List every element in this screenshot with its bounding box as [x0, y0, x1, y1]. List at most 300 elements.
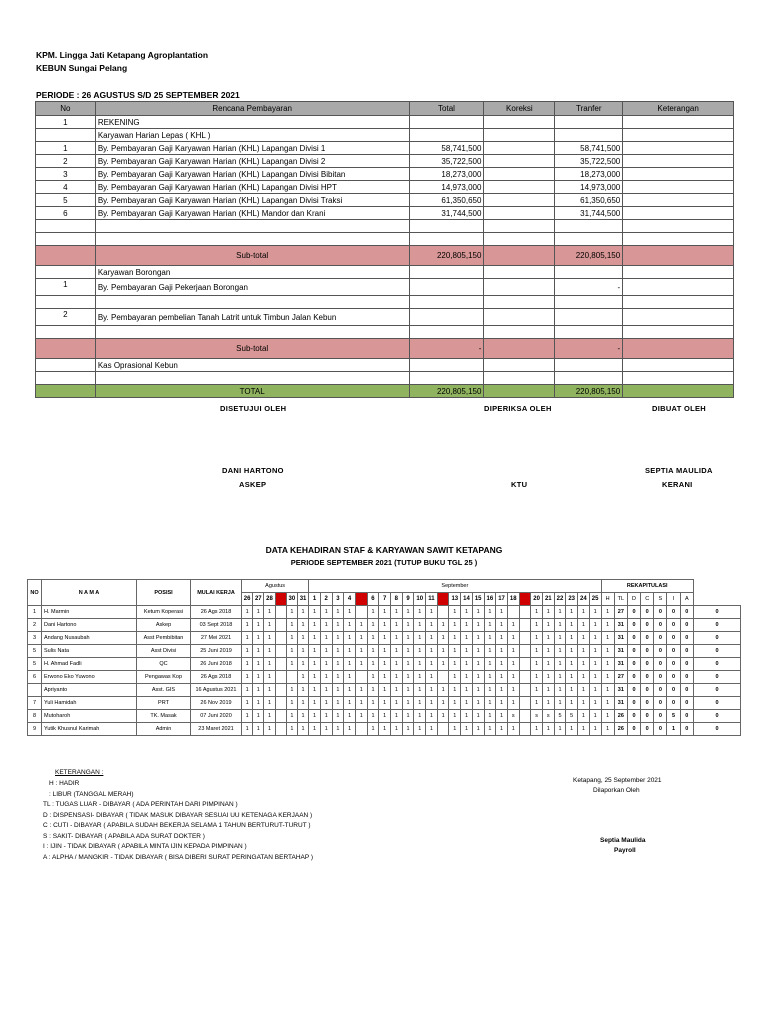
att-day-cell: 1 [264, 723, 275, 736]
att-day-cell: 1 [242, 697, 253, 710]
att-day-cell: 1 [496, 671, 508, 684]
att-col-september: September [309, 580, 601, 593]
att-rekap-cell: 0 [627, 723, 640, 736]
day-sep: 4 [344, 593, 356, 606]
att-day-cell: 1 [484, 723, 496, 736]
payment-row [36, 116, 734, 129]
att-day-cell: 1 [566, 697, 578, 710]
att-day-cell: 1 [344, 606, 356, 619]
att-nama: Apriyanto [42, 684, 137, 697]
att-day-cell: 1 [449, 671, 461, 684]
att-day-cell: 1 [297, 671, 308, 684]
legend-item: D : DISPENSASI- DIBAYAR ( TIDAK MASUK DIBAYAR SESUAI UU KETENAGA KERJAAN ) [43, 811, 313, 819]
att-day-cell: 1 [426, 671, 438, 684]
att-mulai: 27 Mei 2021 [191, 632, 242, 645]
att-no: 6 [28, 671, 42, 684]
row-no [36, 359, 96, 372]
att-day-cell: 1 [531, 671, 543, 684]
att-day-cell: 1 [286, 645, 297, 658]
att-day-cell: 1 [253, 697, 264, 710]
att-day-cell: 1 [286, 619, 297, 632]
att-rekap-cell: 0 [654, 671, 667, 684]
att-day-cell: 1 [496, 723, 508, 736]
att-day-cell: 1 [566, 658, 578, 671]
place-date: Ketapang, 25 September 2021 [573, 777, 662, 784]
kas-row [36, 359, 734, 372]
att-day-cell: 1 [264, 606, 275, 619]
empty-cell [36, 372, 96, 385]
att-day-cell: 1 [332, 710, 344, 723]
att-day-cell [519, 723, 531, 736]
att-day-cell: 1 [414, 606, 426, 619]
att-day-cell: 1 [601, 619, 614, 632]
day-sep: 10 [414, 593, 426, 606]
att-day-cell: 1 [344, 684, 356, 697]
row-total: 18,273,000 [409, 168, 484, 181]
empty-cell [484, 296, 555, 309]
att-day-cell: 1 [379, 658, 391, 671]
att-day-cell: 1 [578, 684, 590, 697]
att-day-cell: 1 [309, 658, 321, 671]
att-day-cell: 1 [449, 606, 461, 619]
att-col-posisi: POSISI [137, 580, 191, 606]
row-no: 2 [36, 155, 96, 168]
att-rekap-cell: 0 [627, 710, 640, 723]
att-day-cell: 1 [379, 671, 391, 684]
empty-cell [95, 326, 409, 339]
att-rekap-cell: 0 [680, 658, 693, 671]
att-rekap-cell: 0 [680, 645, 693, 658]
sub-no [36, 339, 96, 359]
sub-total: 220,805,150 [409, 246, 484, 266]
att-day-cell: 1 [578, 697, 590, 710]
row-no: 1 [36, 142, 96, 155]
row-keterangan [623, 116, 734, 129]
sub-keterangan [623, 385, 734, 398]
sub-total: - [409, 339, 484, 359]
day-sep: 7 [379, 593, 391, 606]
att-day-cell: 1 [589, 697, 601, 710]
col-total: Total [409, 102, 484, 116]
att-day-cell: s [531, 710, 543, 723]
att-day-cell: 1 [496, 632, 508, 645]
row-no: 1 [36, 116, 96, 129]
sub-total: 220,805,150 [409, 385, 484, 398]
att-no: 3 [28, 632, 42, 645]
att-day-cell: 1 [507, 684, 519, 697]
att-day-cell: 1 [309, 710, 321, 723]
att-day-cell: 1 [367, 710, 379, 723]
att-day-cell: 1 [589, 632, 601, 645]
att-day-cell: 1 [297, 606, 308, 619]
att-day-cell: 1 [242, 606, 253, 619]
att-day-cell: 1 [554, 684, 566, 697]
att-day-cell: 1 [461, 645, 473, 658]
att-day-cell: 1 [461, 632, 473, 645]
att-day-cell: 1 [472, 632, 484, 645]
att-day-cell: 1 [297, 658, 308, 671]
att-day-cell: 1 [472, 697, 484, 710]
rekap-col: D [627, 593, 640, 606]
att-rekap-cell: 0 [654, 645, 667, 658]
att-day-cell: 1 [391, 632, 403, 645]
day-sep: 3 [332, 593, 344, 606]
att-day-cell: 1 [379, 632, 391, 645]
att-day-cell: 1 [601, 645, 614, 658]
empty-cell [555, 233, 623, 246]
attendance-row [28, 697, 741, 710]
att-day-cell: 1 [554, 632, 566, 645]
row-desc: By. Pembayaran Gaji Karyawan Harian (KHL) Mandor dan Krani [95, 207, 409, 220]
empty-cell [623, 233, 734, 246]
checked-label: DIPERIKSA OLEH [484, 404, 552, 413]
row-tranfer [555, 116, 623, 129]
att-rekap-cell: 31 [614, 632, 627, 645]
att-day-cell: 1 [297, 619, 308, 632]
att-day-cell [275, 684, 286, 697]
att-day-cell: 1 [507, 671, 519, 684]
att-rekap-cell: 0 [693, 710, 740, 723]
att-rekap-cell: 27 [614, 671, 627, 684]
att-day-cell: 1 [402, 684, 414, 697]
row-keterangan [623, 207, 734, 220]
legend-item: A : ALPHA / MANGKIR - TIDAK DIBAYAR ( BISA DIBERI SURAT PERINGATAN BERTAHAP ) [43, 853, 314, 861]
row-keterangan [623, 155, 734, 168]
att-rekap-cell: 0 [654, 658, 667, 671]
day-aug: 31 [297, 593, 308, 606]
att-rekap-cell: 0 [680, 723, 693, 736]
att-rekap-cell: 27 [614, 606, 627, 619]
col-tranfer: Tranfer [555, 102, 623, 116]
day-sep: 13 [449, 593, 461, 606]
attendance-row [28, 658, 741, 671]
att-day-cell [519, 710, 531, 723]
att-day-cell: 1 [242, 619, 253, 632]
att-rekap-cell: 31 [614, 684, 627, 697]
row-total [409, 279, 484, 296]
row-total [409, 129, 484, 142]
att-mulai: 26 Juni 2018 [191, 658, 242, 671]
row-desc: Karyawan Harian Lepas ( KHL ) [95, 129, 409, 142]
sub-koreksi [484, 246, 555, 266]
att-nama: H. Ahmad Fadli [42, 658, 137, 671]
att-day-cell: 1 [253, 632, 264, 645]
att-day-cell: 1 [566, 606, 578, 619]
att-day-cell: 1 [449, 632, 461, 645]
row-koreksi [484, 207, 555, 220]
att-posisi: PRT [137, 697, 191, 710]
empty-cell [555, 266, 623, 279]
att-rekap-cell: 0 [680, 710, 693, 723]
att-day-cell [437, 606, 449, 619]
row-no: 2 [36, 309, 96, 326]
att-day-cell: 1 [437, 619, 449, 632]
att-day-cell: 1 [461, 658, 473, 671]
empty-cell [555, 359, 623, 372]
att-day-cell: 1 [566, 723, 578, 736]
att-rekap-cell: 0 [693, 658, 740, 671]
row-total [409, 116, 484, 129]
att-day-cell [519, 619, 531, 632]
att-day-cell: 1 [402, 606, 414, 619]
att-day-cell: 1 [286, 723, 297, 736]
att-day-cell: 1 [589, 684, 601, 697]
day-sep: 9 [402, 593, 414, 606]
att-rekap-cell: 0 [667, 606, 680, 619]
att-day-cell: 1 [589, 645, 601, 658]
att-rekap-cell: 0 [667, 684, 680, 697]
att-day-cell: 1 [589, 671, 601, 684]
att-day-cell: 1 [332, 619, 344, 632]
att-day-cell: 1 [437, 658, 449, 671]
att-day-cell: 1 [320, 723, 332, 736]
empty-cell [623, 220, 734, 233]
empty-cell [409, 296, 484, 309]
att-day-cell: 1 [367, 684, 379, 697]
col-koreksi: Koreksi [484, 102, 555, 116]
payment-row [36, 142, 734, 155]
att-day-cell: 1 [309, 684, 321, 697]
att-day-cell: 1 [414, 723, 426, 736]
att-day-cell: 1 [309, 619, 321, 632]
row-tranfer [555, 129, 623, 142]
att-rekap-cell: 0 [680, 671, 693, 684]
payment-row [36, 181, 734, 194]
row-desc: REKENING [95, 116, 409, 129]
legend-title: KETERANGAN : [55, 769, 104, 776]
payment-row [36, 168, 734, 181]
att-day-cell: 1 [264, 645, 275, 658]
att-rekap-cell: 0 [667, 632, 680, 645]
row-no [36, 266, 96, 279]
att-day-cell: s [542, 710, 554, 723]
att-rekap-cell: 0 [667, 697, 680, 710]
att-day-cell: 1 [542, 723, 554, 736]
col-keterangan: Keterangan [623, 102, 734, 116]
att-day-cell: 1 [472, 671, 484, 684]
total-row [36, 385, 734, 398]
att-day-cell: 1 [253, 645, 264, 658]
att-day-cell: 1 [496, 606, 508, 619]
att-day-cell: 1 [402, 658, 414, 671]
empty-cell [623, 326, 734, 339]
att-rekap-cell: 0 [641, 645, 654, 658]
att-rekap-cell: 31 [614, 658, 627, 671]
rekap-col: H [601, 593, 614, 606]
att-day-cell: 1 [542, 606, 554, 619]
att-day-cell: 1 [355, 632, 367, 645]
att-rekap-cell: 0 [667, 645, 680, 658]
att-day-cell: 1 [554, 619, 566, 632]
row-no: 1 [36, 279, 96, 296]
att-day-cell: 1 [332, 671, 344, 684]
att-nama: Andang Nusaubah [42, 632, 137, 645]
att-day-cell: 1 [578, 658, 590, 671]
att-day-cell [275, 671, 286, 684]
empty-row [36, 220, 734, 233]
company-name: KPM. Lingga Jati Ketapang Agroplantation [36, 50, 209, 60]
attendance-subtitle: PERIODE SEPTEMBER 2021 (TUTUP BUKU TGL 25 ) [290, 558, 478, 567]
att-day-cell: 1 [484, 632, 496, 645]
att-day-cell [275, 697, 286, 710]
att-day-cell: 1 [367, 645, 379, 658]
att-day-cell: 1 [242, 658, 253, 671]
att-day-cell: 1 [542, 697, 554, 710]
att-day-cell: 1 [426, 697, 438, 710]
row-koreksi [484, 142, 555, 155]
att-day-cell [519, 697, 531, 710]
att-day-cell: 1 [461, 723, 473, 736]
att-day-cell: 1 [379, 619, 391, 632]
att-nama: Sulis Nata [42, 645, 137, 658]
empty-cell [623, 296, 734, 309]
att-col-no: NO [28, 580, 42, 606]
att-day-cell: 1 [297, 632, 308, 645]
att-day-cell: 1 [507, 697, 519, 710]
sub-koreksi [484, 339, 555, 359]
att-no: 5 [28, 658, 42, 671]
att-day-cell: 1 [344, 697, 356, 710]
empty-cell [484, 326, 555, 339]
att-rekap-cell: 0 [680, 606, 693, 619]
att-day-cell: 1 [367, 632, 379, 645]
att-day-cell: 1 [484, 645, 496, 658]
att-rekap-cell: 0 [693, 671, 740, 684]
estate-name: KEBUN Sungai Pelang [36, 63, 128, 73]
att-day-cell: 1 [391, 645, 403, 658]
borongan-title-row [36, 266, 734, 279]
empty-cell [409, 233, 484, 246]
att-day-cell: 1 [332, 658, 344, 671]
att-day-cell: 1 [309, 606, 321, 619]
att-day-cell: 1 [367, 723, 379, 736]
att-col-nama: N A M A [42, 580, 137, 606]
att-rekap-cell: 0 [667, 671, 680, 684]
att-day-cell: 1 [531, 723, 543, 736]
sub-label: Sub-total [95, 246, 409, 266]
empty-cell [484, 359, 555, 372]
att-day-cell: 1 [414, 645, 426, 658]
att-day-cell: 1 [297, 645, 308, 658]
att-nama: Yuli Hamidah [42, 697, 137, 710]
attendance-head-row [28, 580, 741, 593]
att-day-cell: 1 [601, 684, 614, 697]
day-sep: 22 [554, 593, 566, 606]
att-day-cell: 1 [507, 619, 519, 632]
att-day-cell: 1 [449, 684, 461, 697]
att-day-cell: 1 [309, 671, 321, 684]
payment-row [36, 207, 734, 220]
att-day-cell: 1 [461, 697, 473, 710]
att-rekap-cell: 0 [667, 658, 680, 671]
day-sep: 2 [320, 593, 332, 606]
att-day-cell: 1 [542, 658, 554, 671]
day-sep: 12 [437, 593, 449, 606]
checker-title: KTU [511, 480, 528, 489]
att-rekap-cell: 0 [693, 723, 740, 736]
att-rekap-cell: 0 [627, 606, 640, 619]
att-day-cell: 1 [554, 606, 566, 619]
att-no [28, 684, 42, 697]
att-day-cell [355, 671, 367, 684]
att-day-cell: 1 [472, 723, 484, 736]
att-day-cell: 1 [566, 684, 578, 697]
reporter-title: Payroll [614, 847, 636, 854]
row-desc: By. Pembayaran Gaji Pekerjaan Borongan [95, 279, 409, 296]
att-day-cell: 1 [566, 619, 578, 632]
borongan-row [36, 279, 734, 296]
att-day-cell: 1 [472, 658, 484, 671]
row-koreksi [484, 116, 555, 129]
att-day-cell: 1 [402, 645, 414, 658]
att-day-cell: 1 [578, 606, 590, 619]
att-day-cell: 1 [402, 671, 414, 684]
legend-item: I : IJIN - TIDAK DIBAYAR ( APABILA MINTA IJIN KEPADA PIMPINAN ) [43, 843, 247, 850]
day-sep: 24 [578, 593, 590, 606]
attendance-row [28, 684, 741, 697]
att-rekap-cell: 31 [614, 619, 627, 632]
row-tranfer [555, 309, 623, 326]
maker-name: SEPTIA MAULIDA [645, 466, 713, 475]
day-aug: 27 [253, 593, 264, 606]
att-day-cell: 1 [253, 658, 264, 671]
row-tranfer: 14,973,000 [555, 181, 623, 194]
att-day-cell: 1 [309, 723, 321, 736]
att-day-cell: 1 [242, 671, 253, 684]
att-no: 8 [28, 710, 42, 723]
att-day-cell: 1 [253, 710, 264, 723]
empty-cell [409, 220, 484, 233]
att-day-cell: 1 [601, 710, 614, 723]
att-posisi: Admin [137, 723, 191, 736]
att-day-cell: 1 [253, 684, 264, 697]
att-rekap-cell: 0 [654, 632, 667, 645]
att-nama: Erwono Eko Yuwono [42, 671, 137, 684]
empty-cell [36, 220, 96, 233]
att-rekap-cell: 0 [693, 606, 740, 619]
row-koreksi [484, 309, 555, 326]
att-day-cell: 1 [496, 697, 508, 710]
att-day-cell: 1 [437, 684, 449, 697]
row-keterangan [623, 279, 734, 296]
empty-row [36, 233, 734, 246]
attendance-row [28, 710, 741, 723]
reported-label: Dilaporkan Oleh [593, 787, 640, 794]
row-total: 14,973,000 [409, 181, 484, 194]
att-day-cell: 1 [426, 619, 438, 632]
att-day-cell: 1 [253, 671, 264, 684]
att-day-cell: 1 [449, 619, 461, 632]
att-day-cell: 1 [355, 619, 367, 632]
att-col-agustus: Agustus [242, 580, 309, 593]
empty-cell [409, 266, 484, 279]
att-day-cell: 1 [286, 632, 297, 645]
att-day-cell: 1 [554, 671, 566, 684]
att-day-cell [519, 645, 531, 658]
att-day-cell: 1 [332, 606, 344, 619]
att-day-cell [519, 658, 531, 671]
empty-cell [95, 296, 409, 309]
att-day-cell: 1 [507, 723, 519, 736]
borongan-row [36, 309, 734, 326]
att-nama: Yutik Khusnul Karimah [42, 723, 137, 736]
empty-cell [409, 372, 484, 385]
row-desc: By. Pembayaran Gaji Karyawan Harian (KHL) Lapangan Divisi 1 [95, 142, 409, 155]
empty-cell [555, 326, 623, 339]
sub-tranfer: - [555, 339, 623, 359]
day-sep: 21 [542, 593, 554, 606]
att-day-cell: 1 [578, 710, 590, 723]
